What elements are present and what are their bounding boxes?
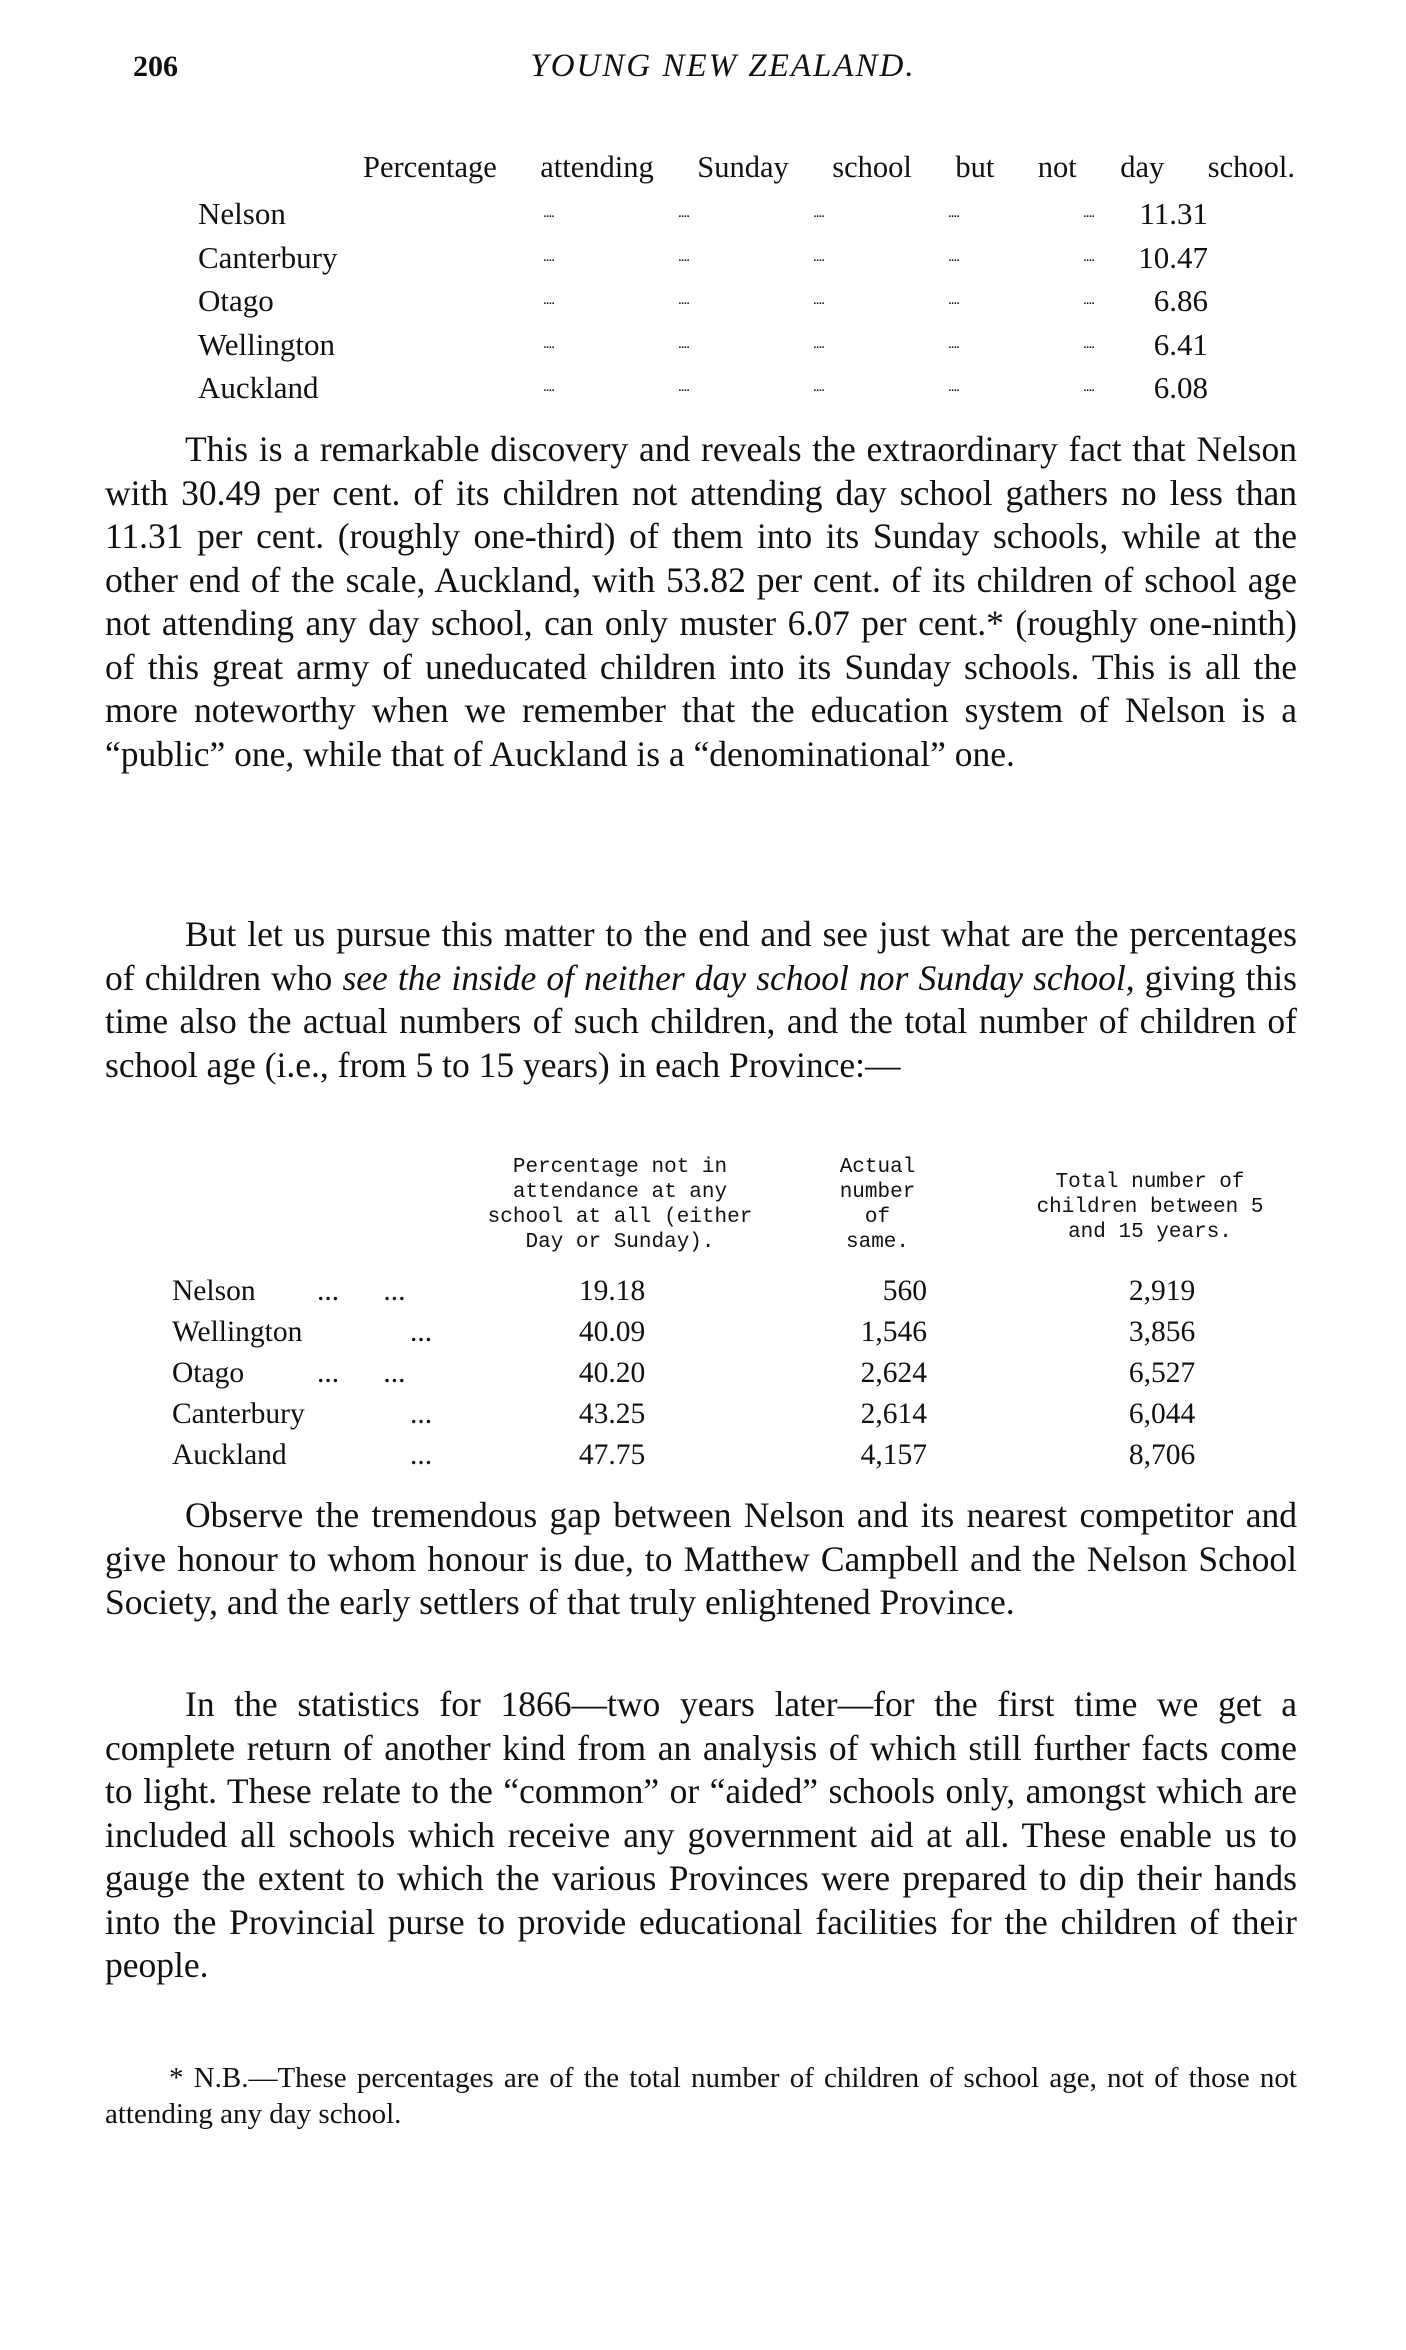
table2-header-actual (810, 1155, 945, 1255)
table2-row (172, 1435, 1302, 1476)
paragraph-3-text: Observe the tremendous gap between Nelson and its nearest competitor and give honour to whom honour is due, to Matthew Campbell and the Nelson School Society, and the early settlers of that truly enlightened Province. (105, 1495, 1297, 1622)
header-line: Day or Sunday). (525, 1231, 715, 1254)
percentage-value: 10.47 (1138, 239, 1208, 275)
header-line: school at all (either (487, 1206, 753, 1229)
percentage-value: 6.41 (1153, 326, 1208, 362)
dot-leader: .... (813, 292, 824, 308)
paragraph-1-text: This is a remarkable discovery and reveals the extraordinary fact that Nelson with 30.49 per cent. of its children not attending day school gathers no less than 11.31 per cent. (roughly one-third) of them into its Sunday schools, while at the other end of the scale, Auckland, with 53.82 per cent. of its children of school age not attending any day school, can only muster 6.07 per cent.* (roughly one-ninth) of this great army of uneducated children into its Sunday schools. This is all the more noteworthy when we remember that the education system of Nelson is a “public” one, while that of Auckland is a “denominational” one. (105, 429, 1297, 774)
dot-leader: ... ... (317, 1357, 406, 1389)
dot-leader: .... (678, 205, 689, 221)
footnote-text: * N.B.—These percentages are of the total number of children of school age, not of those not attending any day school. (105, 2062, 1297, 2130)
actual-number: 4,157 (860, 1439, 927, 1471)
paragraph-2-text-a: But let us pursue this matter to the end and see just what are the percentages of children who (105, 914, 1297, 998)
dot-leader: .... (813, 205, 824, 221)
dot-leader: .... (678, 379, 689, 395)
paragraph-3 (105, 1494, 1297, 1625)
table2-row (172, 1312, 1302, 1353)
dot-leader: .... (543, 205, 554, 221)
province-name: Otago (172, 1357, 245, 1389)
province-name: Otago (198, 283, 274, 318)
percentage-value: 47.75 (578, 1439, 646, 1471)
percentage-value: 6.08 (1153, 370, 1208, 405)
dot-leader: .... (543, 335, 554, 352)
header-line: and 15 years. (1068, 1221, 1232, 1244)
total-children: 3,856 (1128, 1316, 1196, 1348)
header-line: attendance at any (512, 1181, 728, 1204)
footnote (105, 2060, 1297, 2132)
dot-leader: .... (813, 335, 824, 352)
table2-row (172, 1271, 1302, 1312)
dot-leader: .... (948, 205, 959, 221)
actual-number: 2,614 (860, 1398, 927, 1430)
dot-leader: .... (813, 248, 824, 265)
actual-number: 560 (882, 1275, 927, 1307)
running-title: YOUNG NEW ZEALAND. (530, 48, 916, 84)
header-line: Total number of (1055, 1171, 1245, 1194)
header-line: of (864, 1206, 891, 1229)
dot-leader: ... ... (317, 1275, 406, 1307)
total-children: 2,919 (1128, 1275, 1196, 1307)
paragraph-2-emphasis: see the inside of neither day school nor Sunday school, (342, 957, 1135, 998)
header-line: same. (845, 1231, 909, 1254)
percentage-value: 40.20 (578, 1357, 646, 1389)
dot-leader: ... (410, 1316, 433, 1348)
header-line: number (839, 1181, 916, 1204)
paragraph-2-text-b: giving this time also the actual numbers of such children, and the total number of children of school age (i.e., from 5 to 15 years) in each Province:— (105, 957, 1297, 1085)
dot-leader: .... (948, 292, 959, 308)
table2-header-pct (455, 1155, 785, 1255)
dot-leader: .... (948, 379, 959, 395)
percentage-value: 40.09 (578, 1316, 646, 1348)
page-number: 206 (133, 50, 178, 83)
province-name: Canterbury (172, 1398, 305, 1430)
dot-leader: .... (678, 335, 689, 352)
table2-header-total (990, 1170, 1310, 1245)
table1-row (198, 236, 1208, 280)
dot-leader: .... (1083, 248, 1094, 265)
paragraph-1 (105, 428, 1297, 776)
header-line: Actual (839, 1156, 916, 1179)
dot-leader: .... (948, 248, 959, 265)
province-name: Wellington (172, 1316, 303, 1348)
table2-row (172, 1394, 1302, 1435)
actual-number: 1,546 (860, 1316, 927, 1348)
actual-number: 2,624 (860, 1357, 927, 1389)
table1-caption: Percentage attending Sunday school but not day school. (363, 150, 1295, 184)
province-name: Auckland (198, 370, 319, 405)
paragraph-4 (105, 1683, 1297, 1988)
province-name: Canterbury (198, 239, 338, 275)
dot-leader: .... (1083, 292, 1094, 308)
dot-leader: .... (543, 292, 554, 308)
header-line: Percentage not in (512, 1156, 728, 1179)
dot-leader: .... (948, 335, 959, 352)
dot-leader: .... (813, 379, 824, 395)
province-name: Auckland (172, 1439, 287, 1471)
table2-row (172, 1353, 1302, 1394)
province-name: Nelson (172, 1275, 256, 1307)
table1-row (198, 323, 1208, 367)
paragraph-4-text: In the statistics for 1866—two years later—for the first time we get a complete return of another kind from an analysis of which still further facts come to light. These relate to the “common” or “aided” schools only, amongst which are included all schools which receive any government aid at all. These enable us to gauge the extent to which the various Provinces were prepared to dip their hands into the Provincial purse to provide educational facilities for the children of their people. (105, 1684, 1297, 1985)
paragraph-2 (105, 913, 1297, 1087)
province-name: Wellington (198, 326, 335, 362)
province-name: Nelson (198, 196, 286, 231)
dot-leader: ... (410, 1439, 433, 1471)
table1-row (198, 279, 1208, 323)
percentage-value: 43.25 (578, 1398, 646, 1430)
total-children: 6,527 (1128, 1357, 1196, 1389)
dot-leader: .... (543, 248, 554, 265)
dot-leader: .... (1083, 379, 1094, 395)
dot-leader: ... (410, 1398, 433, 1430)
dot-leader: .... (1083, 335, 1094, 352)
percentage-value: 19.18 (578, 1275, 646, 1307)
dot-leader: .... (1083, 205, 1094, 221)
dot-leader: .... (678, 292, 689, 308)
table1-row (198, 366, 1208, 410)
table1 (198, 192, 1208, 410)
percentage-value: 11.31 (1139, 196, 1208, 231)
dot-leader: .... (678, 248, 689, 265)
table1-row (198, 192, 1208, 236)
dot-leader: .... (543, 379, 554, 395)
total-children: 8,706 (1128, 1439, 1196, 1471)
header-line: children between 5 (1036, 1196, 1264, 1219)
percentage-value: 6.86 (1153, 283, 1208, 318)
total-children: 6,044 (1128, 1398, 1196, 1430)
